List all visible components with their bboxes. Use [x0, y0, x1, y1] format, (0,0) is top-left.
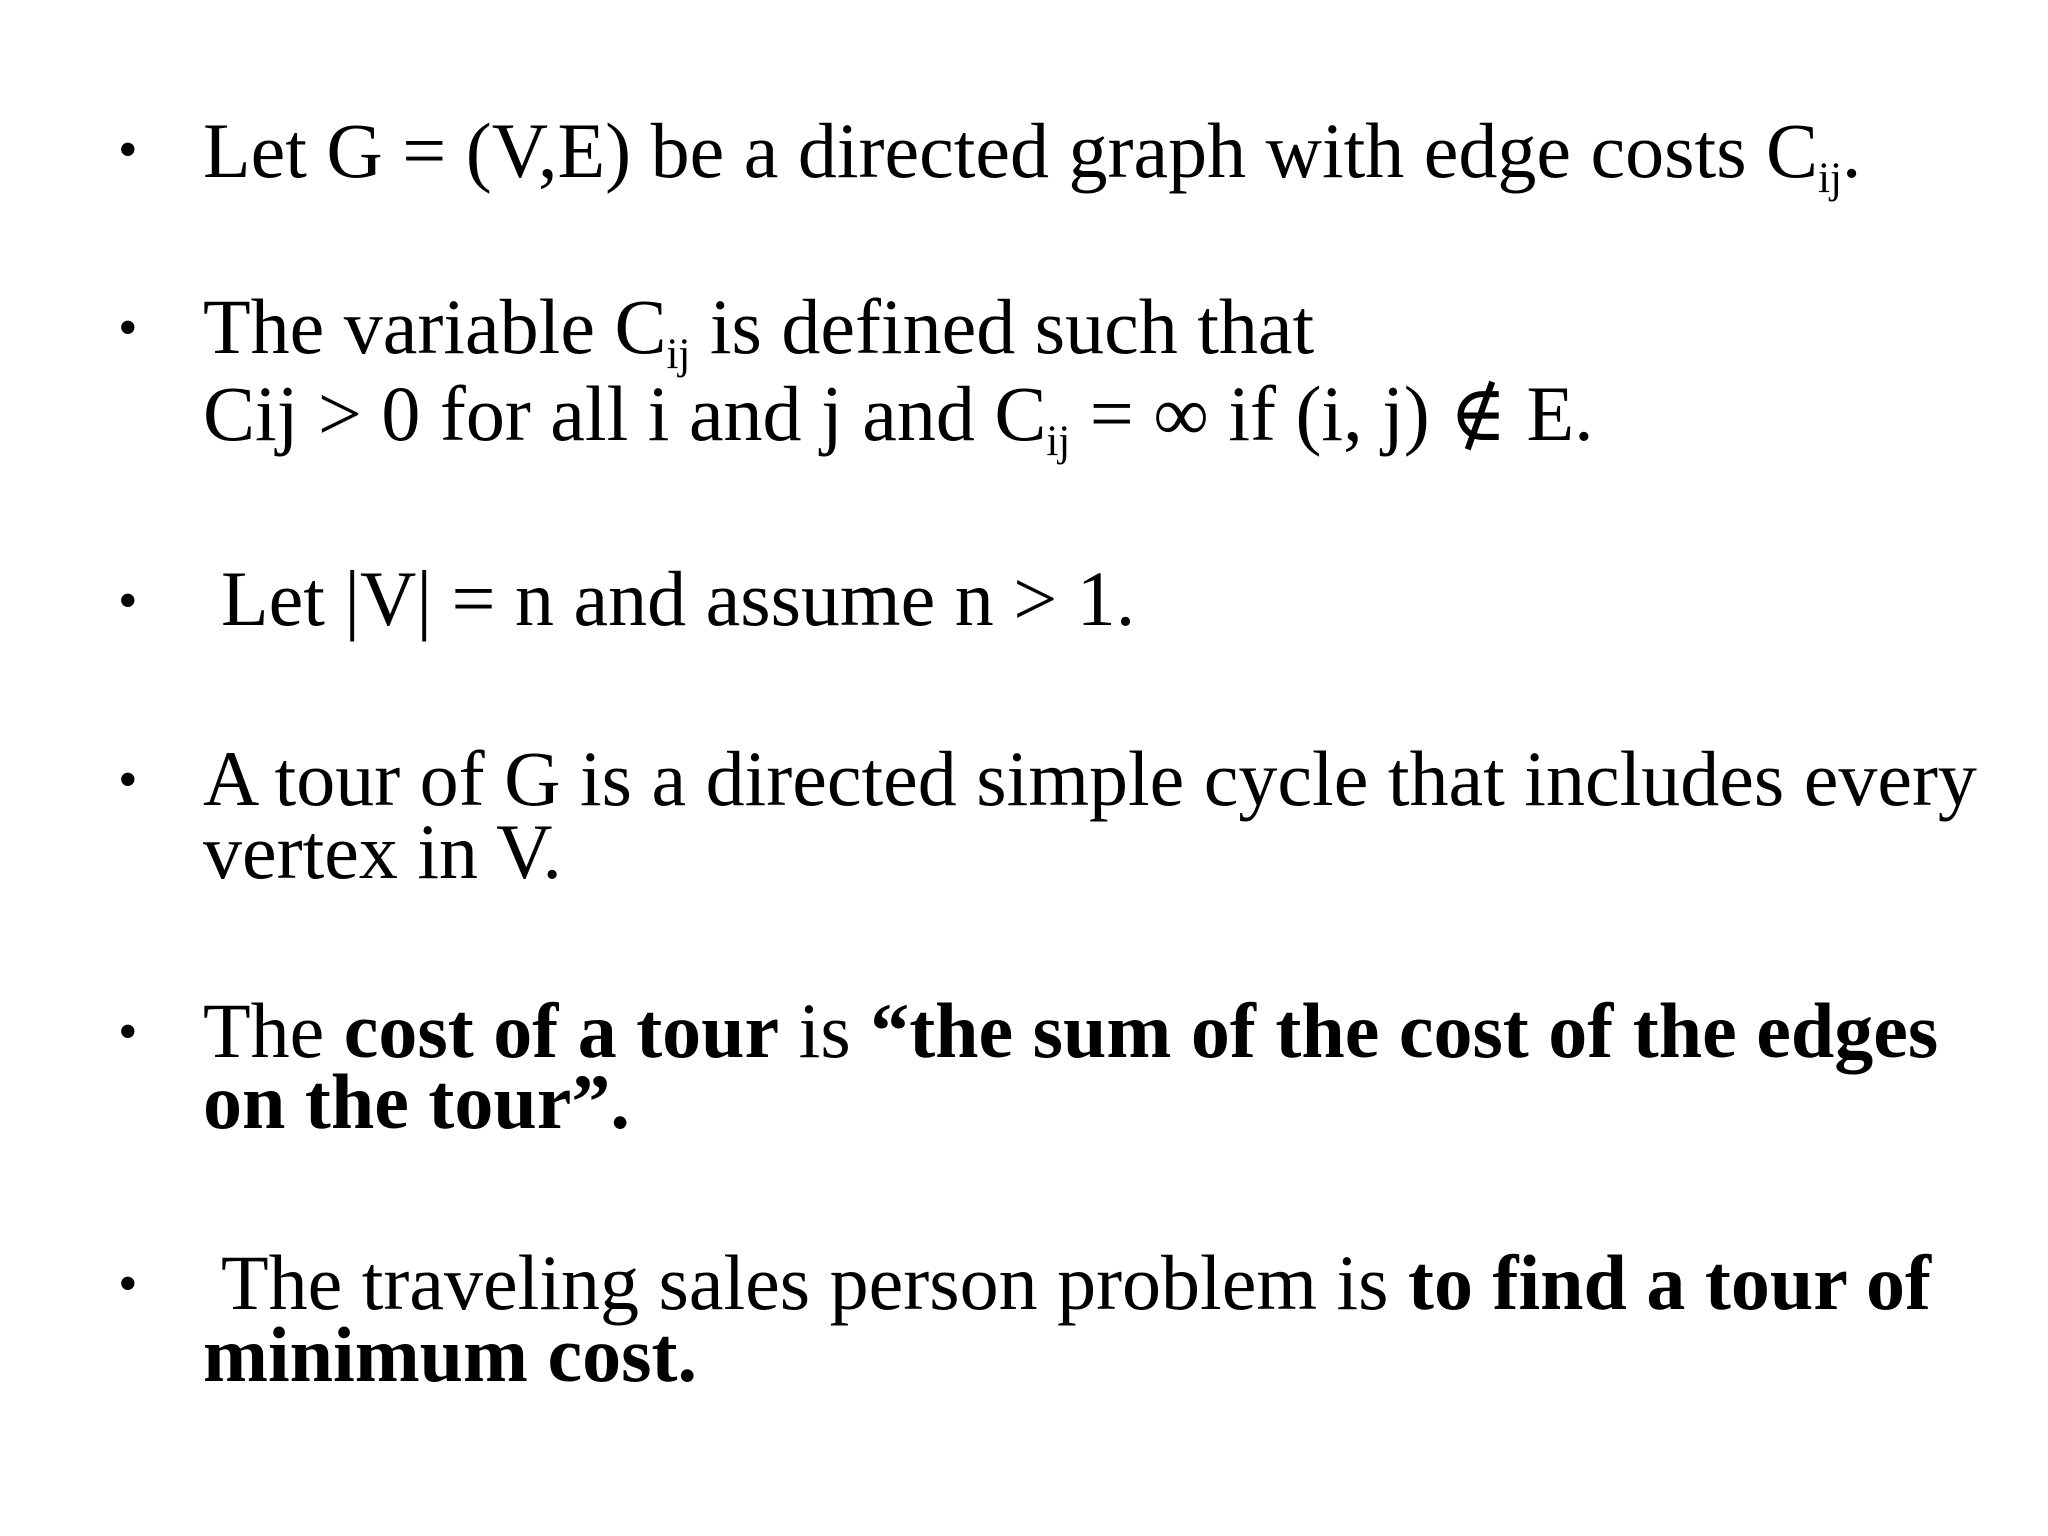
bullet-dot: •: [118, 749, 138, 811]
bullet-line: Let G = (V,E) be a directed graph with edge costs $C_{ij}$.: [203, 107, 1862, 202]
bullet-line: Let |V| = n and assume n > 1.: [221, 555, 1136, 642]
bullet-line: vertex in V.: [203, 808, 562, 895]
bullet-dot: •: [118, 297, 138, 359]
bullet-line: minimum cost.: [203, 1311, 697, 1398]
bullet-line: on the tour”.: [203, 1058, 630, 1145]
bullet-line: The cost of a tour is “the sum of the cost of the edges: [203, 987, 1939, 1074]
bullet-dot: •: [118, 570, 138, 632]
bullet-line: A tour of G is a directed simple cycle that includes every: [203, 735, 1977, 822]
bullet-line: Cij > 0 for all i and j and $C_{ij}$ = ∞ if (i, j) ∉ E.: [203, 370, 1594, 465]
bullet-dot: •: [118, 1001, 138, 1063]
bullet-line: The traveling sales person problem is to find a tour of: [221, 1239, 1931, 1326]
bullet-line: The variable $C_{ij}$ is defined such that: [203, 283, 1315, 378]
bullet-dot: •: [118, 1253, 138, 1315]
bullet-dot: •: [118, 119, 138, 181]
